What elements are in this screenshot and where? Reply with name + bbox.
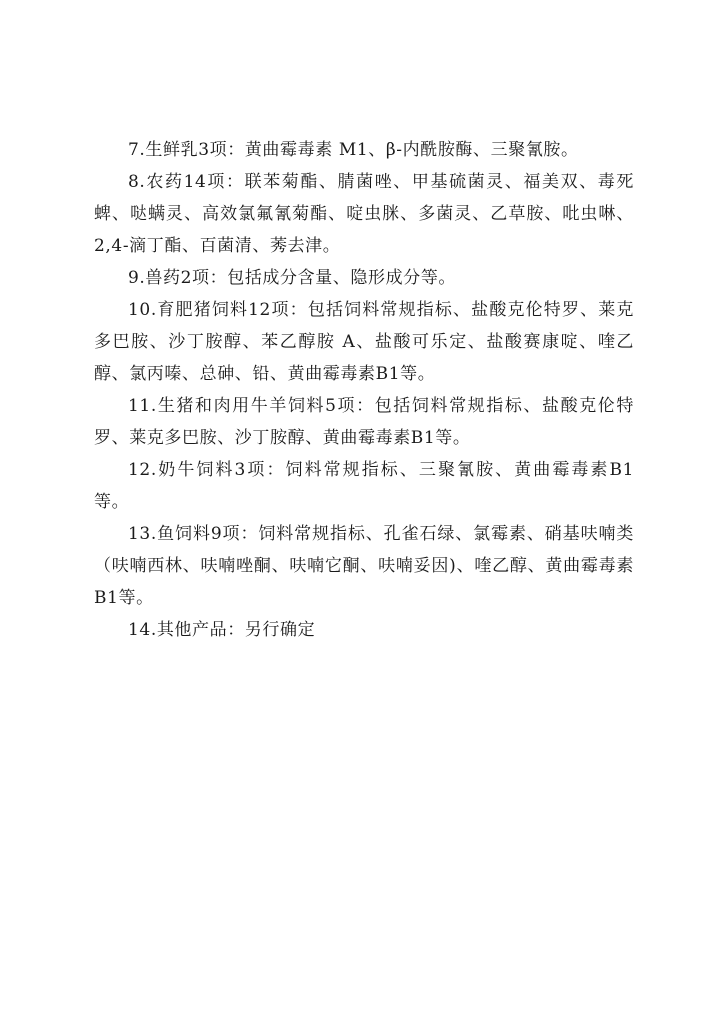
list-item-dairy-cow-feed: 12.奶牛饲料3项：饲料常规指标、三聚氰胺、黄曲霉毒素B1 等。: [94, 460, 634, 512]
list-item-pesticides: 8.农药14项：联苯菊酯、腈菌唑、甲基硫菌灵、福美双、毒死蜱、哒螨灵、高效氯氟氰菊酯、啶虫脒、多菌灵、乙草胺、吡虫啉、2,4-滴丁酯、百菌清、莠去津。: [94, 172, 634, 256]
list-item-veterinary-drugs: 9.兽药2项：包括成分含量、隐形成分等。: [128, 268, 457, 288]
list-item-fish-feed: 13.鱼饲料9项：饲料常规指标、孔雀石绿、氯霉素、硝基呋喃类（呋喃西林、呋喃唑酮、呋喃它酮、呋喃妥因)、喹乙醇、黄曲霉毒素B1等。: [94, 524, 634, 608]
list-item-pig-cattle-sheep-feed: 11.生猪和肉用牛羊饲料5项：包括饲料常规指标、盐酸克伦特罗、莱克多巴胺、沙丁胺醇、黄曲霉毒素B1等。: [94, 396, 634, 448]
list-item-fattening-pig-feed: 10.育肥猪饲料12项：包括饲料常规指标、盐酸克伦特罗、莱克多巴胺、沙丁胺醇、苯乙醇胺 A、盐酸可乐定、盐酸赛康啶、喹乙醇、氯丙嗪、总砷、铅、黄曲霉毒素B1等。: [94, 300, 634, 384]
document-body: [94, 134, 634, 646]
list-item-other-products: 14.其他产品：另行确定: [128, 620, 316, 640]
list-item-raw-milk: 7.生鲜乳3项：黄曲霉毒素 M1、β-内酰胺酶、三聚氰胺。: [128, 140, 579, 160]
